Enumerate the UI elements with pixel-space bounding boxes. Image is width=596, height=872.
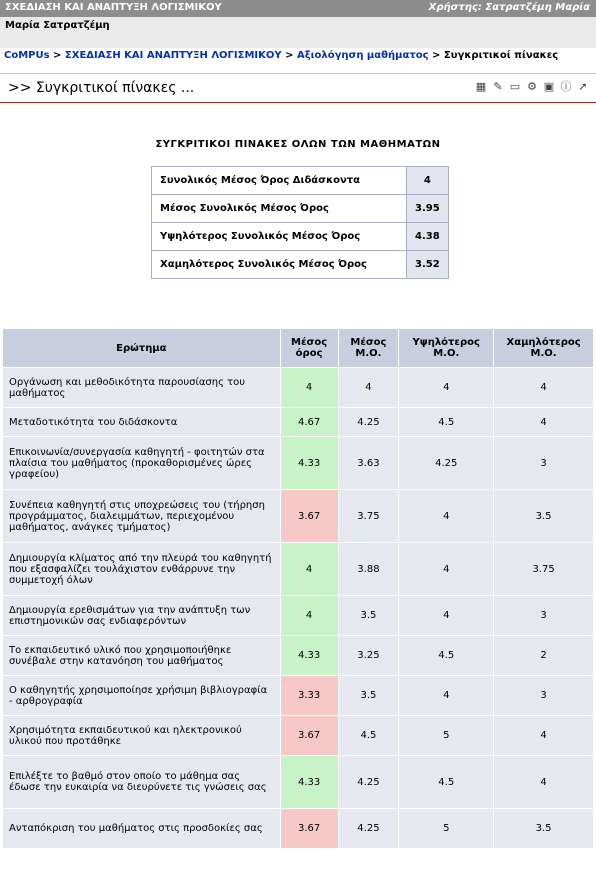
summary-value: 4 <box>407 167 449 195</box>
high-cell: 4 <box>399 490 494 543</box>
col-header-low: Χαμηλότερος Μ.Ο. <box>494 329 594 368</box>
avg-cell: 4 <box>280 596 338 636</box>
low-cell: 2 <box>494 636 594 676</box>
table-row <box>3 368 594 408</box>
breadcrumb-current: Συγκριτικοί πίνακες <box>443 50 559 61</box>
low-cell: 4 <box>494 716 594 756</box>
summary-title: ΣΥΓΚΡΙΤΙΚΟΙ ΠΙΝΑΚΕΣ ΟΛΩΝ ΤΩΝ ΜΑΘΗΜΑΤΩΝ <box>155 139 441 150</box>
comparison-table <box>2 328 594 849</box>
question-cell: Χρησιμότητα εκπαιδευτικού και ηλεκτρονικού υλικού που προτάθηκε <box>3 716 281 756</box>
table-row <box>3 543 594 596</box>
table-row <box>3 408 594 437</box>
high-cell: 4.5 <box>399 408 494 437</box>
question-cell: Συνέπεια καθηγητή στις υποχρεώσεις του (τήρηση προγράμματος, διαλειμμάτων, περιεχομένου μαθήματος, ανάγκες τμήματος) <box>3 490 281 543</box>
mean-cell: 3.25 <box>338 636 399 676</box>
breadcrumb-course-link[interactable]: ΣΧΕΔΙΑΣΗ ΚΑΙ ΑΝΑΠΤΥΞΗ ΛΟΓΙΣΜΙΚΟΥ <box>64 50 282 61</box>
question-cell: Ανταπόκριση του μαθήματος στις προσδοκίες σας <box>3 809 281 849</box>
col-header-high: Υψηλότερος Μ.Ο. <box>399 329 494 368</box>
table-row <box>3 756 594 809</box>
folder-icon[interactable]: ▭ <box>509 80 521 93</box>
mean-cell: 4.25 <box>338 809 399 849</box>
low-cell: 3 <box>494 676 594 716</box>
high-cell: 4.5 <box>399 636 494 676</box>
summary-label: Συνολικός Μέσος Όρος Διδάσκοντα <box>152 167 407 195</box>
high-cell: 4 <box>399 596 494 636</box>
avg-cell: 4.33 <box>280 437 338 490</box>
avg-cell: 3.67 <box>280 490 338 543</box>
avg-cell: 4.33 <box>280 756 338 809</box>
toolbar <box>474 80 590 94</box>
question-cell: Οργάνωση και μεθοδικότητα παρουσίασης του μαθήματος <box>3 368 281 408</box>
avg-cell: 4 <box>280 368 338 408</box>
info-icon[interactable]: ⓘ <box>560 80 572 93</box>
summary-row <box>152 167 449 195</box>
summary-value: 3.52 <box>407 251 449 279</box>
edit-icon[interactable]: ✎ <box>493 80 503 93</box>
high-cell: 4 <box>399 676 494 716</box>
table-row <box>3 676 594 716</box>
page-title: >> Συγκριτικοί πίνακες ... <box>8 80 195 96</box>
summary-row <box>152 195 449 223</box>
low-cell: 3 <box>494 437 594 490</box>
page-title-bar <box>0 74 596 103</box>
pointer-icon[interactable]: ➚ <box>578 80 588 93</box>
breadcrumb-separator: > <box>432 50 441 61</box>
course-title: ΣΧΕΔΙΑΣΗ ΚΑΙ ΑΝΑΠΤΥΞΗ ΛΟΓΙΣΜΙΚΟΥ <box>5 2 222 13</box>
mean-cell: 3.5 <box>338 596 399 636</box>
low-cell: 4 <box>494 368 594 408</box>
header-bar <box>0 0 596 17</box>
col-header-question: Ερώτημα <box>3 329 281 368</box>
low-cell: 3.5 <box>494 809 594 849</box>
col-header-avg: Μέσος όρος <box>280 329 338 368</box>
export-icon[interactable]: ▣ <box>543 80 555 93</box>
summary-label: Μέσος Συνολικός Μέσος Όρος <box>152 195 407 223</box>
avg-cell: 3.33 <box>280 676 338 716</box>
summary-label: Χαμηλότερος Συνολικός Μέσος Όρος <box>152 251 407 279</box>
course-header <box>0 0 596 48</box>
question-cell: Το εκπαιδευτικό υλικό που χρησιμοποιήθηκε συνέβαλε στην κατανόηση του μαθήματος <box>3 636 281 676</box>
professor-bar <box>0 17 596 48</box>
high-cell: 4.5 <box>399 756 494 809</box>
low-cell: 4 <box>494 408 594 437</box>
breadcrumb-separator: > <box>285 50 294 61</box>
user-label: Χρήστης: Σατρατζέμη Μαρία <box>428 2 590 13</box>
summary-row <box>152 251 449 279</box>
summary-value: 4.38 <box>407 223 449 251</box>
high-cell: 4 <box>399 543 494 596</box>
breadcrumb-eval-link[interactable]: Αξιολόγηση μαθήματος <box>297 50 429 61</box>
question-cell: Ο καθηγητής χρησιμοποίησε χρήσιμη βιβλιογραφία - αρθρογραφία <box>3 676 281 716</box>
mean-cell: 3.5 <box>338 676 399 716</box>
summary-table <box>151 166 449 279</box>
table-row <box>3 636 594 676</box>
avg-cell: 3.67 <box>280 716 338 756</box>
question-cell: Δημιουργία κλίματος από την πλευρά του καθηγητή που εξασφαλίζει τουλάχιστον ενθάρρυνε την συμμετοχή όλων <box>3 543 281 596</box>
professor-name: Μαρία Σατρατζέμη <box>5 20 110 31</box>
breadcrumb-separator: > <box>53 50 62 61</box>
low-cell: 3.5 <box>494 490 594 543</box>
avg-cell: 4 <box>280 543 338 596</box>
mean-cell: 4.25 <box>338 408 399 437</box>
settings-icon[interactable]: ⚙ <box>527 80 537 93</box>
low-cell: 3 <box>494 596 594 636</box>
mean-cell: 3.63 <box>338 437 399 490</box>
high-cell: 5 <box>399 716 494 756</box>
low-cell: 4 <box>494 756 594 809</box>
mean-cell: 3.88 <box>338 543 399 596</box>
high-cell: 5 <box>399 809 494 849</box>
col-header-mean: Μέσος Μ.Ο. <box>338 329 399 368</box>
mean-cell: 3.75 <box>338 490 399 543</box>
question-cell: Μεταδοτικότητα του διδάσκοντα <box>3 408 281 437</box>
mean-cell: 4.25 <box>338 756 399 809</box>
calendar-icon[interactable]: ▦ <box>475 80 487 93</box>
question-cell: Επικοινωνία/συνεργασία καθηγητή - φοιτητών στα πλαίσια του μαθήματος (προκαθορισμένες ώρες γραφείου) <box>3 437 281 490</box>
avg-cell: 4.33 <box>280 636 338 676</box>
summary-label: Υψηλότερος Συνολικός Μέσος Όρος <box>152 223 407 251</box>
avg-cell: 4.67 <box>280 408 338 437</box>
summary-row <box>152 223 449 251</box>
avg-cell: 3.67 <box>280 809 338 849</box>
table-row <box>3 437 594 490</box>
mean-cell: 4 <box>338 368 399 408</box>
high-cell: 4 <box>399 368 494 408</box>
high-cell: 4.25 <box>399 437 494 490</box>
table-row <box>3 716 594 756</box>
question-cell: Επιλέξτε το βαθμό στον οποίο το μάθημα σας έδωσε την ευκαιρία να διευρύνετε τις γνώσεις σας <box>3 756 281 809</box>
table-row <box>3 596 594 636</box>
mean-cell: 4.5 <box>338 716 399 756</box>
table-row <box>3 809 594 849</box>
breadcrumb <box>0 48 596 67</box>
question-cell: Δημιουργία ερεθισμάτων για την ανάπτυξη των επιστημονικών σας ενδιαφερόντων <box>3 596 281 636</box>
low-cell: 3.75 <box>494 543 594 596</box>
breadcrumb-home-link[interactable]: CoMPUs <box>4 50 50 61</box>
table-row <box>3 490 594 543</box>
summary-value: 3.95 <box>407 195 449 223</box>
